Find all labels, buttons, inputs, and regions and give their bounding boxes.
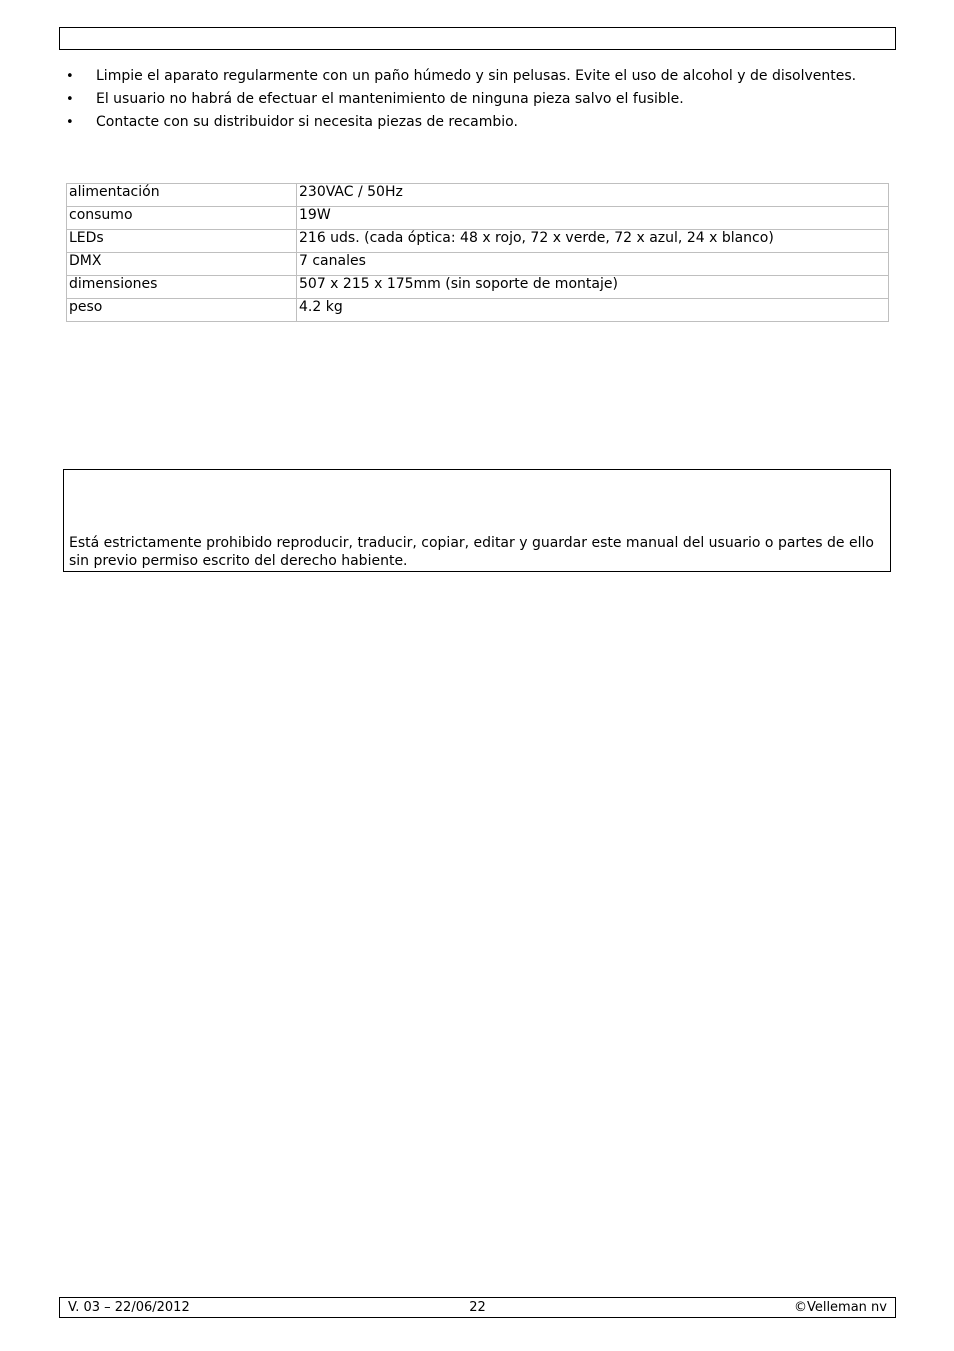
spec-value: 4.2 kg: [297, 299, 889, 322]
list-item: [66, 112, 896, 135]
spec-key: alimentación: [67, 184, 297, 207]
spec-key: peso: [67, 299, 297, 322]
bullet-icon: •: [66, 115, 74, 130]
spec-value: 7 canales: [297, 253, 889, 276]
list-item-text: Limpie el aparato regularmente con un paño húmedo y sin pelusas. Evite el uso de alcohol y de disolventes.: [96, 68, 857, 84]
spec-key: LEDs: [67, 230, 297, 253]
spec-value: 507 x 215 x 175mm (sin soporte de montaje): [297, 276, 889, 299]
specifications-table: [66, 183, 889, 322]
spec-value: 230VAC / 50Hz: [297, 184, 889, 207]
page-footer: [59, 1297, 896, 1318]
spec-value: 216 uds. (cada óptica: 48 x rojo, 72 x verde, 72 x azul, 24 x blanco): [297, 230, 889, 253]
table-row: [67, 299, 889, 322]
spec-key: dimensiones: [67, 276, 297, 299]
table-row: [67, 276, 889, 299]
spec-key: DMX: [67, 253, 297, 276]
page-header-box: [59, 27, 896, 50]
footer-page-number: 22: [469, 1300, 486, 1315]
table-row: [67, 207, 889, 230]
bullet-icon: •: [66, 69, 74, 84]
list-item: [66, 89, 896, 112]
table-row: [67, 253, 889, 276]
list-item-text: El usuario no habrá de efectuar el mantenimiento de ninguna pieza salvo el fusible.: [96, 91, 684, 107]
table-row: [67, 230, 889, 253]
spec-key: consumo: [67, 207, 297, 230]
footer-copyright: ©Velleman nv: [793, 1300, 887, 1315]
copyright-notice-box: [63, 469, 891, 572]
footer-version: V. 03 – 22/06/2012: [68, 1300, 190, 1315]
table-row: [67, 184, 889, 207]
list-item: [66, 66, 896, 89]
maintenance-list: [66, 66, 896, 135]
bullet-icon: •: [66, 92, 74, 107]
copyright-notice-text: Está estrictamente prohibido reproducir, traducir, copiar, editar y guardar este manual del usuario o partes de ello sin previo permiso escrito del derecho habiente.: [69, 535, 874, 569]
spec-value: 19W: [297, 207, 889, 230]
list-item-text: Contacte con su distribuidor si necesita piezas de recambio.: [96, 114, 518, 130]
